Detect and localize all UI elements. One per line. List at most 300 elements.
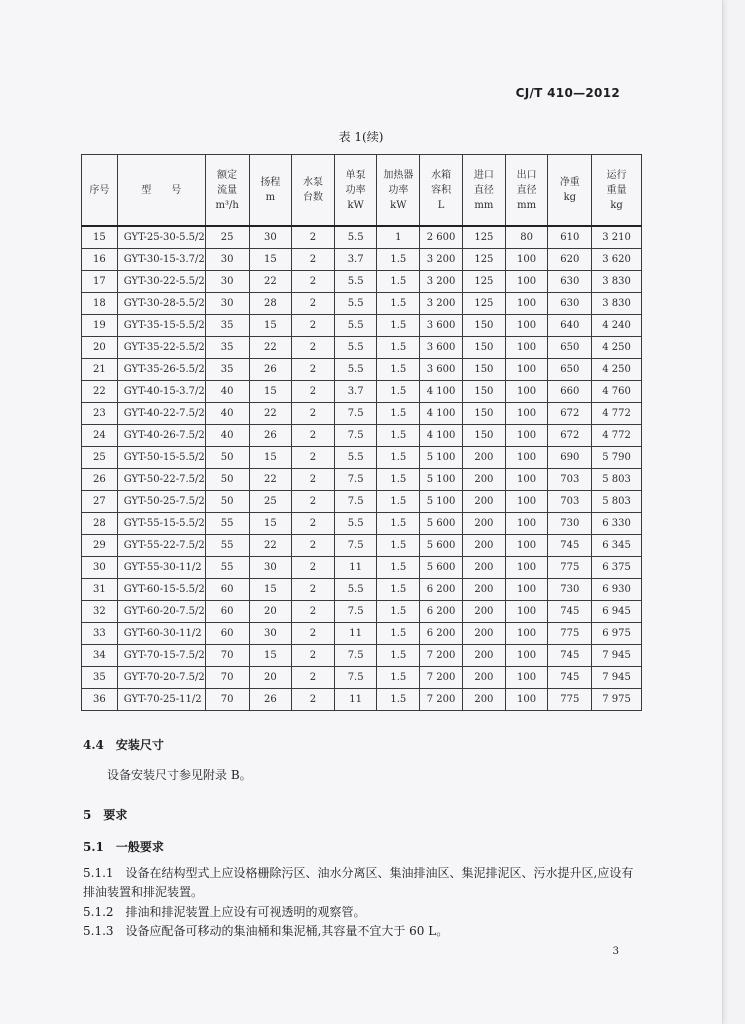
table-cell: 200	[463, 557, 506, 579]
table-cell: 5 600	[420, 535, 463, 557]
model-cell: GYT-35-15-5.5/2	[117, 315, 205, 337]
table-cell: 7 945	[592, 645, 642, 667]
table-cell: 5 600	[420, 513, 463, 535]
table-cell: 2	[292, 491, 335, 513]
column-header: 水箱 容积 L	[420, 155, 463, 227]
table-cell: 2	[292, 293, 335, 315]
table-cell: 1.5	[377, 469, 420, 491]
table-cell: 200	[463, 447, 506, 469]
table-cell: 745	[548, 667, 592, 689]
column-header: 型 号	[117, 155, 205, 227]
table-cell: 21	[82, 359, 118, 381]
table-cell: 672	[548, 403, 592, 425]
table-cell: 26	[82, 469, 118, 491]
table-cell: 5.5	[334, 226, 377, 249]
table-cell: 25	[82, 447, 118, 469]
table-cell: 23	[82, 403, 118, 425]
model-cell: GYT-50-15-5.5/2	[117, 447, 205, 469]
table-cell: 200	[463, 513, 506, 535]
table-cell: 2 600	[420, 226, 463, 249]
table-cell: 7.5	[334, 491, 377, 513]
table-cell: 5.5	[334, 579, 377, 601]
table-cell: 3 600	[420, 337, 463, 359]
table-cell: 6 200	[420, 579, 463, 601]
table-cell: 150	[463, 359, 506, 381]
table-row	[82, 623, 642, 645]
table-cell: 7.5	[334, 535, 377, 557]
table-cell: 3 200	[420, 293, 463, 315]
table-cell: 1.5	[377, 513, 420, 535]
table-cell: 100	[505, 249, 548, 271]
table-cell: 34	[82, 645, 118, 667]
table-cell: 1.5	[377, 535, 420, 557]
table-row	[82, 535, 642, 557]
table-cell: 3 830	[592, 293, 642, 315]
model-cell: GYT-50-22-7.5/2	[117, 469, 205, 491]
table-cell: 2	[292, 425, 335, 447]
table-cell: 1.5	[377, 425, 420, 447]
table-cell: 35	[205, 359, 249, 381]
table-cell: 1.5	[377, 601, 420, 623]
table-cell: 60	[205, 601, 249, 623]
column-header: 净重 kg	[548, 155, 592, 227]
table-cell: 30	[249, 623, 292, 645]
table-row	[82, 579, 642, 601]
table-cell: 100	[505, 381, 548, 403]
table-cell: 2	[292, 557, 335, 579]
table-row	[82, 226, 642, 249]
table-cell: 100	[505, 689, 548, 711]
table-cell: 55	[205, 535, 249, 557]
table-cell: 6 345	[592, 535, 642, 557]
table-cell: 22	[249, 535, 292, 557]
table-cell: 620	[548, 249, 592, 271]
table-cell: 15	[82, 226, 118, 249]
table-cell: 25	[249, 491, 292, 513]
table-cell: 200	[463, 469, 506, 491]
table-cell: 26	[249, 689, 292, 711]
table-row	[82, 249, 642, 271]
table-row	[82, 315, 642, 337]
table-cell: 100	[505, 513, 548, 535]
table-cell: 11	[334, 557, 377, 579]
column-header: 单泵 功率 kW	[334, 155, 377, 227]
table-cell: 5.5	[334, 337, 377, 359]
table-cell: 5.5	[334, 513, 377, 535]
table-cell: 17	[82, 271, 118, 293]
table-cell: 2	[292, 469, 335, 491]
table-cell: 730	[548, 579, 592, 601]
table-cell: 15	[249, 513, 292, 535]
clause-5-1-3: 5.1.3 设备应配备可移动的集油桶和集泥桶,其容量不宜大于 60 L。	[83, 924, 449, 938]
table-cell: 1.5	[377, 447, 420, 469]
table-cell: 24	[82, 425, 118, 447]
table-cell: 22	[249, 469, 292, 491]
table-cell: 745	[548, 601, 592, 623]
table-cell: 1.5	[377, 557, 420, 579]
table-row	[82, 403, 642, 425]
table-cell: 7 200	[420, 645, 463, 667]
table-row	[82, 601, 642, 623]
table-cell: 125	[463, 226, 506, 249]
table-cell: 6 930	[592, 579, 642, 601]
clause-5-1-1: 5.1.1 设备在结构型式上应设格栅除污区、油水分离区、集油排油区、集泥排泥区、污水提升区,应设有排油装置和排泥装置。	[83, 866, 634, 899]
table-cell: 200	[463, 689, 506, 711]
table-cell: 50	[205, 491, 249, 513]
table-cell: 5 100	[420, 447, 463, 469]
table-cell: 3 600	[420, 315, 463, 337]
table-cell: 100	[505, 425, 548, 447]
table-cell: 690	[548, 447, 592, 469]
table-row	[82, 381, 642, 403]
table-cell: 70	[205, 667, 249, 689]
table-cell: 2	[292, 315, 335, 337]
table-row	[82, 689, 642, 711]
model-cell: GYT-60-15-5.5/2	[117, 579, 205, 601]
table-cell: 7 975	[592, 689, 642, 711]
table-cell: 22	[249, 403, 292, 425]
table-cell: 2	[292, 381, 335, 403]
table-cell: 2	[292, 601, 335, 623]
model-cell: GYT-55-30-11/2	[117, 557, 205, 579]
table-cell: 7 200	[420, 667, 463, 689]
table-cell: 200	[463, 491, 506, 513]
table-cell: 28	[82, 513, 118, 535]
table-cell: 100	[505, 557, 548, 579]
table-cell: 20	[249, 601, 292, 623]
table-cell: 100	[505, 667, 548, 689]
column-header: 额定 流量 m³/h	[205, 155, 249, 227]
table-row	[82, 337, 642, 359]
table-cell: 100	[505, 359, 548, 381]
table-cell: 30	[205, 293, 249, 315]
table-cell: 70	[205, 689, 249, 711]
table-cell: 100	[505, 469, 548, 491]
model-cell: GYT-35-26-5.5/2	[117, 359, 205, 381]
table-row	[82, 425, 642, 447]
table-cell: 125	[463, 249, 506, 271]
table-cell: 640	[548, 315, 592, 337]
model-cell: GYT-30-28-5.5/2	[117, 293, 205, 315]
table-cell: 32	[82, 601, 118, 623]
table-cell: 2	[292, 689, 335, 711]
table-cell: 35	[82, 667, 118, 689]
table-cell: 1.5	[377, 689, 420, 711]
table-cell: 630	[548, 293, 592, 315]
table-cell: 18	[82, 293, 118, 315]
section-4-4-text: 设备安装尺寸参见附录 B。	[107, 768, 252, 782]
table-cell: 100	[505, 315, 548, 337]
table-cell: 2	[292, 337, 335, 359]
standard-code: CJ/T 410—2012	[515, 86, 620, 100]
table-cell: 1.5	[377, 293, 420, 315]
table-cell: 745	[548, 535, 592, 557]
table-cell: 33	[82, 623, 118, 645]
table-cell: 55	[205, 557, 249, 579]
table-cell: 5 100	[420, 491, 463, 513]
table-cell: 200	[463, 645, 506, 667]
table-cell: 30	[249, 226, 292, 249]
table-cell: 20	[82, 337, 118, 359]
table-cell: 4 100	[420, 381, 463, 403]
table-cell: 26	[249, 425, 292, 447]
model-cell: GYT-55-15-5.5/2	[117, 513, 205, 535]
page-number: 3	[612, 946, 619, 957]
model-cell: GYT-70-15-7.5/2	[117, 645, 205, 667]
table-cell: 630	[548, 271, 592, 293]
table-cell: 7.5	[334, 645, 377, 667]
table-cell: 6 975	[592, 623, 642, 645]
table-cell: 1.5	[377, 403, 420, 425]
table-cell: 60	[205, 579, 249, 601]
table-cell: 2	[292, 359, 335, 381]
table-cell: 6 200	[420, 623, 463, 645]
table-cell: 30	[249, 557, 292, 579]
table-cell: 5 600	[420, 557, 463, 579]
table-cell: 2	[292, 447, 335, 469]
model-cell: GYT-40-15-3.7/2	[117, 381, 205, 403]
table-cell: 1.5	[377, 381, 420, 403]
table-cell: 4 772	[592, 403, 642, 425]
table-cell: 80	[505, 226, 548, 249]
table-cell: 100	[505, 491, 548, 513]
table-cell: 1.5	[377, 359, 420, 381]
table-header-row	[82, 155, 642, 227]
table-cell: 1.5	[377, 645, 420, 667]
table-cell: 1.5	[377, 667, 420, 689]
table-cell: 200	[463, 667, 506, 689]
table-cell: 22	[82, 381, 118, 403]
table-cell: 200	[463, 535, 506, 557]
table-cell: 1.5	[377, 249, 420, 271]
table-cell: 3 600	[420, 359, 463, 381]
table-cell: 3.7	[334, 249, 377, 271]
table-cell: 5 803	[592, 469, 642, 491]
table-cell: 650	[548, 337, 592, 359]
model-cell: GYT-40-22-7.5/2	[117, 403, 205, 425]
table-cell: 50	[205, 447, 249, 469]
table-cell: 2	[292, 623, 335, 645]
table-cell: 7 200	[420, 689, 463, 711]
table-cell: 1.5	[377, 315, 420, 337]
table-cell: 1.5	[377, 337, 420, 359]
column-header: 加热器 功率 kW	[377, 155, 420, 227]
table-cell: 730	[548, 513, 592, 535]
table-cell: 100	[505, 337, 548, 359]
table-cell: 7.5	[334, 425, 377, 447]
table-cell: 5 100	[420, 469, 463, 491]
table-cell: 4 100	[420, 425, 463, 447]
table-cell: 2	[292, 645, 335, 667]
table-cell: 100	[505, 535, 548, 557]
table-cell: 2	[292, 226, 335, 249]
table-row	[82, 359, 642, 381]
model-cell: GYT-70-25-11/2	[117, 689, 205, 711]
table-cell: 2	[292, 271, 335, 293]
table-cell: 100	[505, 271, 548, 293]
table-cell: 660	[548, 381, 592, 403]
model-cell: GYT-35-22-5.5/2	[117, 337, 205, 359]
table-cell: 7.5	[334, 601, 377, 623]
column-header: 进口 直径 mm	[463, 155, 506, 227]
table-cell: 100	[505, 293, 548, 315]
table-cell: 6 375	[592, 557, 642, 579]
column-header: 运行 重量 kg	[592, 155, 642, 227]
table-cell: 610	[548, 226, 592, 249]
table-cell: 35	[205, 337, 249, 359]
table-cell: 125	[463, 271, 506, 293]
table-cell: 4 250	[592, 359, 642, 381]
column-header: 序号	[82, 155, 118, 227]
table-cell: 22	[249, 271, 292, 293]
table-cell: 150	[463, 315, 506, 337]
table-cell: 7.5	[334, 403, 377, 425]
model-cell: GYT-55-22-7.5/2	[117, 535, 205, 557]
section-5-heading: 5 要求	[83, 808, 128, 822]
table-cell: 4 760	[592, 381, 642, 403]
table-cell: 15	[249, 645, 292, 667]
table-cell: 5.5	[334, 315, 377, 337]
table-cell: 775	[548, 623, 592, 645]
table-cell: 15	[249, 579, 292, 601]
table-cell: 3 210	[592, 226, 642, 249]
table-cell: 5.5	[334, 271, 377, 293]
column-header: 水泵 台数	[292, 155, 335, 227]
table-cell: 2	[292, 513, 335, 535]
table-cell: 2	[292, 579, 335, 601]
table-cell: 150	[463, 403, 506, 425]
table-cell: 100	[505, 403, 548, 425]
table-cell: 1	[377, 226, 420, 249]
table-cell: 5 790	[592, 447, 642, 469]
model-cell: GYT-30-22-5.5/2	[117, 271, 205, 293]
table-cell: 775	[548, 557, 592, 579]
model-cell: GYT-70-20-7.5/2	[117, 667, 205, 689]
table-cell: 3 200	[420, 271, 463, 293]
table-cell: 15	[249, 447, 292, 469]
table-cell: 6 330	[592, 513, 642, 535]
model-cell: GYT-50-25-7.5/2	[117, 491, 205, 513]
table-cell: 150	[463, 381, 506, 403]
table-cell: 26	[249, 359, 292, 381]
table-cell: 2	[292, 249, 335, 271]
table-row	[82, 491, 642, 513]
table-cell: 28	[249, 293, 292, 315]
table-cell: 100	[505, 645, 548, 667]
table-cell: 5.5	[334, 359, 377, 381]
table-cell: 30	[205, 249, 249, 271]
table-cell: 16	[82, 249, 118, 271]
table-row	[82, 293, 642, 315]
section-5-1-heading: 5.1 一般要求	[83, 840, 164, 854]
table-cell: 100	[505, 601, 548, 623]
table-cell: 11	[334, 623, 377, 645]
table-row	[82, 645, 642, 667]
column-header: 出口 直径 mm	[505, 155, 548, 227]
table-cell: 1.5	[377, 623, 420, 645]
table-cell: 3 620	[592, 249, 642, 271]
column-header: 扬程 m	[249, 155, 292, 227]
table-cell: 50	[205, 469, 249, 491]
table-cell: 4 250	[592, 337, 642, 359]
table-row	[82, 447, 642, 469]
table-cell: 20	[249, 667, 292, 689]
table-cell: 40	[205, 425, 249, 447]
table-cell: 200	[463, 579, 506, 601]
table-cell: 200	[463, 601, 506, 623]
table-cell: 5.5	[334, 447, 377, 469]
spec-table	[81, 154, 642, 711]
table-cell: 2	[292, 667, 335, 689]
model-cell: GYT-40-26-7.5/2	[117, 425, 205, 447]
table-cell: 4 240	[592, 315, 642, 337]
table-row	[82, 513, 642, 535]
model-cell: GYT-25-30-5.5/2	[117, 226, 205, 249]
table-cell: 650	[548, 359, 592, 381]
table-cell: 1.5	[377, 579, 420, 601]
table-cell: 15	[249, 249, 292, 271]
table-cell: 7 945	[592, 667, 642, 689]
table-cell: 36	[82, 689, 118, 711]
table-cell: 35	[205, 315, 249, 337]
table-cell: 25	[205, 226, 249, 249]
table-cell: 100	[505, 579, 548, 601]
table-cell: 150	[463, 337, 506, 359]
table-cell: 70	[205, 645, 249, 667]
table-cell: 125	[463, 293, 506, 315]
table-cell: 672	[548, 425, 592, 447]
table-cell: 22	[249, 337, 292, 359]
table-cell: 40	[205, 381, 249, 403]
section-4-4-heading: 4.4 安装尺寸	[83, 738, 164, 752]
model-cell: GYT-60-20-7.5/2	[117, 601, 205, 623]
table-cell: 745	[548, 645, 592, 667]
table-cell: 30	[82, 557, 118, 579]
table-cell: 15	[249, 381, 292, 403]
table-row	[82, 271, 642, 293]
table-cell: 29	[82, 535, 118, 557]
table-cell: 31	[82, 579, 118, 601]
clause-5-1-2: 5.1.2 排油和排泥装置上应设有可视透明的观察管。	[83, 905, 366, 919]
table-cell: 7.5	[334, 469, 377, 491]
table-row	[82, 469, 642, 491]
table-cell: 15	[249, 315, 292, 337]
table-cell: 30	[205, 271, 249, 293]
table-cell: 2	[292, 535, 335, 557]
table-cell: 4 772	[592, 425, 642, 447]
table-cell: 5.5	[334, 293, 377, 315]
table-body	[82, 226, 642, 711]
table-cell: 100	[505, 623, 548, 645]
table-cell: 775	[548, 689, 592, 711]
table-cell: 100	[505, 447, 548, 469]
table-cell: 6 200	[420, 601, 463, 623]
table-cell: 3 830	[592, 271, 642, 293]
table-cell: 6 945	[592, 601, 642, 623]
table-caption: 表 1(续)	[338, 130, 384, 144]
table-cell: 11	[334, 689, 377, 711]
table-row	[82, 557, 642, 579]
table-cell: 27	[82, 491, 118, 513]
table-cell: 3.7	[334, 381, 377, 403]
model-cell: GYT-60-30-11/2	[117, 623, 205, 645]
table-cell: 1.5	[377, 491, 420, 513]
table-row	[82, 667, 642, 689]
table-cell: 4 100	[420, 403, 463, 425]
table-cell: 3 200	[420, 249, 463, 271]
table-cell: 703	[548, 491, 592, 513]
table-cell: 200	[463, 623, 506, 645]
